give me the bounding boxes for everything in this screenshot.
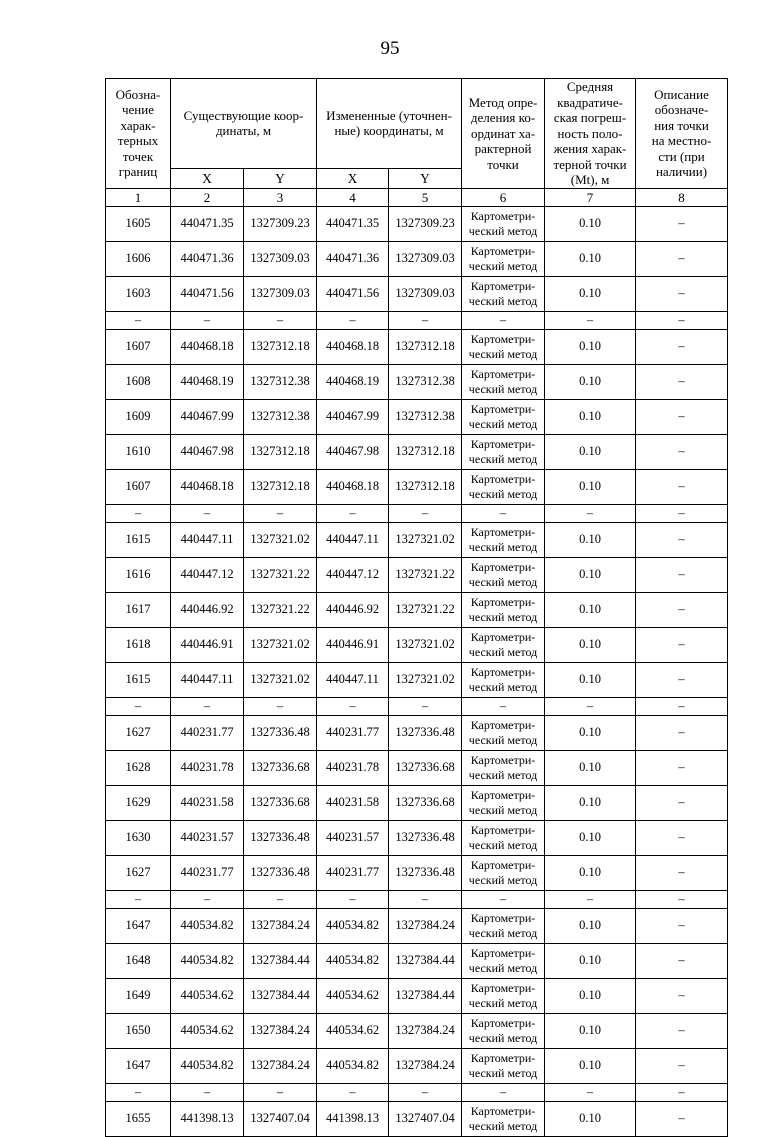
- cell-mt: 0.10: [545, 1013, 636, 1048]
- cell-changed-y: 1327312.18: [389, 434, 462, 469]
- cell-changed-y: 1327309.23: [389, 206, 462, 241]
- cell-existing-y: 1327309.03: [244, 276, 317, 311]
- table-row: [106, 469, 728, 504]
- cell-existing-x: 440471.35: [171, 206, 244, 241]
- cell-existing-x: 440534.62: [171, 978, 244, 1013]
- cell-point-designation: 1609: [106, 399, 171, 434]
- cell-point-designation: 1647: [106, 908, 171, 943]
- table-separator-row: [106, 1083, 728, 1101]
- cell-description: –: [636, 276, 728, 311]
- cell-method: Картометри- ческий метод: [462, 820, 545, 855]
- table-separator-row: [106, 697, 728, 715]
- cell-changed-y: –: [389, 504, 462, 522]
- cell-changed-x: 440534.82: [317, 908, 389, 943]
- cell-mt: 0.10: [545, 750, 636, 785]
- column-number: 4: [317, 188, 389, 206]
- cell-changed-y: 1327321.02: [389, 627, 462, 662]
- cell-description: –: [636, 469, 728, 504]
- cell-point-designation: 1607: [106, 469, 171, 504]
- cell-description: –: [636, 206, 728, 241]
- cell-description: –: [636, 311, 728, 329]
- cell-mt: 0.10: [545, 241, 636, 276]
- cell-point-designation: –: [106, 697, 171, 715]
- cell-description: –: [636, 662, 728, 697]
- cell-existing-x: 440471.36: [171, 241, 244, 276]
- cell-point-designation: –: [106, 1083, 171, 1101]
- cell-existing-y: 1327309.23: [244, 206, 317, 241]
- column-number: 7: [545, 188, 636, 206]
- cell-changed-x: 440534.62: [317, 1013, 389, 1048]
- cell-method: Картометри- ческий метод: [462, 1013, 545, 1048]
- cell-existing-y: 1327336.48: [244, 855, 317, 890]
- cell-existing-x: 440231.78: [171, 750, 244, 785]
- table-row: [106, 1048, 728, 1083]
- cell-changed-x: –: [317, 311, 389, 329]
- cell-point-designation: 1627: [106, 855, 171, 890]
- cell-description: –: [636, 1101, 728, 1136]
- cell-method: Картометри- ческий метод: [462, 715, 545, 750]
- cell-changed-y: 1327384.24: [389, 908, 462, 943]
- column-number: 8: [636, 188, 728, 206]
- header-determination-method: Метод опре- деления ко- ординат ха- рактерной точки: [462, 79, 545, 189]
- cell-changed-x: 441398.13: [317, 1101, 389, 1136]
- table-row: [106, 978, 728, 1013]
- table-row: [106, 241, 728, 276]
- cell-changed-x: 440468.18: [317, 469, 389, 504]
- cell-mt: 0.10: [545, 469, 636, 504]
- cell-method: Картометри- ческий метод: [462, 785, 545, 820]
- cell-changed-x: 440447.11: [317, 522, 389, 557]
- cell-changed-y: 1327309.03: [389, 241, 462, 276]
- cell-existing-x: –: [171, 697, 244, 715]
- cell-existing-x: –: [171, 890, 244, 908]
- cell-point-designation: 1618: [106, 627, 171, 662]
- cell-changed-x: 440467.99: [317, 399, 389, 434]
- cell-existing-y: 1327312.18: [244, 434, 317, 469]
- cell-existing-y: 1327321.02: [244, 627, 317, 662]
- cell-changed-x: 440534.82: [317, 943, 389, 978]
- cell-description: –: [636, 522, 728, 557]
- cell-description: –: [636, 434, 728, 469]
- cell-changed-y: 1327321.22: [389, 592, 462, 627]
- table-row: [106, 855, 728, 890]
- table-row: [106, 399, 728, 434]
- cell-changed-x: 440447.11: [317, 662, 389, 697]
- cell-mt: 0.10: [545, 627, 636, 662]
- cell-mt: 0.10: [545, 715, 636, 750]
- cell-existing-y: 1327321.02: [244, 662, 317, 697]
- cell-existing-x: 440447.11: [171, 522, 244, 557]
- table-separator-row: [106, 504, 728, 522]
- coordinates-table: [105, 78, 728, 1137]
- cell-changed-x: –: [317, 1083, 389, 1101]
- cell-existing-y: 1327336.48: [244, 820, 317, 855]
- table-row: [106, 627, 728, 662]
- cell-existing-x: 440446.92: [171, 592, 244, 627]
- table-row: [106, 592, 728, 627]
- table-row: [106, 364, 728, 399]
- cell-changed-y: 1327309.03: [389, 276, 462, 311]
- cell-existing-y: 1327321.22: [244, 592, 317, 627]
- cell-changed-x: 440534.82: [317, 1048, 389, 1083]
- cell-method: Картометри- ческий метод: [462, 662, 545, 697]
- header-existing-y: Y: [244, 168, 317, 188]
- cell-point-designation: –: [106, 890, 171, 908]
- cell-existing-y: 1327407.04: [244, 1101, 317, 1136]
- cell-mt: 0.10: [545, 364, 636, 399]
- cell-method: Картометри- ческий метод: [462, 592, 545, 627]
- cell-mt: –: [545, 697, 636, 715]
- cell-existing-x: –: [171, 311, 244, 329]
- cell-method: Картометри- ческий метод: [462, 276, 545, 311]
- cell-mt: 0.10: [545, 592, 636, 627]
- coordinates-table-container: [105, 78, 727, 1137]
- cell-changed-y: –: [389, 890, 462, 908]
- cell-existing-y: 1327321.22: [244, 557, 317, 592]
- table-row: [106, 785, 728, 820]
- cell-point-designation: 1630: [106, 820, 171, 855]
- cell-existing-x: 440534.82: [171, 1048, 244, 1083]
- cell-changed-y: 1327336.48: [389, 855, 462, 890]
- cell-point-designation: 1627: [106, 715, 171, 750]
- cell-changed-x: 440446.91: [317, 627, 389, 662]
- table-row: [106, 522, 728, 557]
- cell-changed-y: 1327384.44: [389, 943, 462, 978]
- cell-changed-y: 1327336.68: [389, 750, 462, 785]
- cell-method: Картометри- ческий метод: [462, 978, 545, 1013]
- cell-changed-x: 440468.18: [317, 329, 389, 364]
- cell-description: –: [636, 364, 728, 399]
- header-changed-x: X: [317, 168, 389, 188]
- cell-point-designation: 1608: [106, 364, 171, 399]
- cell-existing-x: 440534.82: [171, 908, 244, 943]
- cell-mt: –: [545, 1083, 636, 1101]
- cell-method: Картометри- ческий метод: [462, 241, 545, 276]
- cell-mt: 0.10: [545, 820, 636, 855]
- cell-changed-y: –: [389, 1083, 462, 1101]
- cell-changed-y: 1327384.24: [389, 1048, 462, 1083]
- cell-changed-y: 1327384.44: [389, 978, 462, 1013]
- cell-changed-x: 440231.57: [317, 820, 389, 855]
- cell-existing-y: 1327336.68: [244, 785, 317, 820]
- cell-changed-y: –: [389, 697, 462, 715]
- cell-mt: –: [545, 504, 636, 522]
- cell-changed-y: 1327321.02: [389, 662, 462, 697]
- cell-changed-y: 1327336.68: [389, 785, 462, 820]
- cell-changed-x: 440231.78: [317, 750, 389, 785]
- cell-mt: 0.10: [545, 1048, 636, 1083]
- cell-point-designation: 1610: [106, 434, 171, 469]
- cell-changed-y: 1327312.18: [389, 469, 462, 504]
- table-row: [106, 715, 728, 750]
- header-mean-square-error: Средняя квадратиче- ская погреш- ность поло- жения харак- терной точки (Mt), м: [545, 79, 636, 189]
- cell-existing-x: 440446.91: [171, 627, 244, 662]
- header-point-designation: Обозна- чение харак- терных точек границ: [106, 79, 171, 189]
- cell-method: Картометри- ческий метод: [462, 399, 545, 434]
- cell-existing-x: 440468.18: [171, 329, 244, 364]
- cell-existing-y: –: [244, 697, 317, 715]
- cell-point-designation: 1629: [106, 785, 171, 820]
- cell-existing-x: –: [171, 504, 244, 522]
- cell-method: Картометри- ческий метод: [462, 1048, 545, 1083]
- cell-changed-x: 440231.58: [317, 785, 389, 820]
- cell-changed-x: 440467.98: [317, 434, 389, 469]
- table-column-number-row: [106, 188, 728, 206]
- cell-mt: 0.10: [545, 329, 636, 364]
- cell-changed-x: –: [317, 504, 389, 522]
- cell-changed-y: 1327312.38: [389, 399, 462, 434]
- column-number: 6: [462, 188, 545, 206]
- cell-description: –: [636, 820, 728, 855]
- cell-changed-x: 440446.92: [317, 592, 389, 627]
- cell-changed-x: 440534.62: [317, 978, 389, 1013]
- cell-method: –: [462, 1083, 545, 1101]
- cell-method: Картометри- ческий метод: [462, 908, 545, 943]
- cell-description: –: [636, 1013, 728, 1048]
- cell-description: –: [636, 978, 728, 1013]
- cell-point-designation: –: [106, 504, 171, 522]
- cell-point-designation: 1655: [106, 1101, 171, 1136]
- cell-existing-y: 1327384.24: [244, 1048, 317, 1083]
- cell-description: –: [636, 855, 728, 890]
- cell-description: –: [636, 1048, 728, 1083]
- cell-point-designation: 1606: [106, 241, 171, 276]
- cell-method: –: [462, 504, 545, 522]
- cell-existing-x: 440468.18: [171, 469, 244, 504]
- cell-existing-y: 1327336.68: [244, 750, 317, 785]
- cell-changed-y: 1327321.02: [389, 522, 462, 557]
- cell-method: Картометри- ческий метод: [462, 469, 545, 504]
- table-row: [106, 1013, 728, 1048]
- cell-existing-x: 440231.58: [171, 785, 244, 820]
- cell-mt: –: [545, 890, 636, 908]
- cell-method: Картометри- ческий метод: [462, 627, 545, 662]
- cell-changed-y: 1327336.48: [389, 820, 462, 855]
- cell-existing-y: 1327312.38: [244, 364, 317, 399]
- cell-existing-y: 1327312.38: [244, 399, 317, 434]
- table-separator-row: [106, 311, 728, 329]
- cell-point-designation: 1650: [106, 1013, 171, 1048]
- cell-description: –: [636, 329, 728, 364]
- header-existing-coordinates: Существующие коор- динаты, м: [171, 79, 317, 169]
- cell-point-designation: 1615: [106, 662, 171, 697]
- cell-mt: 0.10: [545, 276, 636, 311]
- cell-existing-x: 441398.13: [171, 1101, 244, 1136]
- cell-existing-y: –: [244, 890, 317, 908]
- cell-mt: 0.10: [545, 434, 636, 469]
- cell-description: –: [636, 1083, 728, 1101]
- cell-existing-x: 440471.56: [171, 276, 244, 311]
- cell-mt: 0.10: [545, 978, 636, 1013]
- header-existing-x: X: [171, 168, 244, 188]
- cell-description: –: [636, 627, 728, 662]
- cell-existing-y: 1327312.18: [244, 469, 317, 504]
- cell-mt: 0.10: [545, 557, 636, 592]
- cell-description: –: [636, 504, 728, 522]
- cell-point-designation: 1648: [106, 943, 171, 978]
- table-row: [106, 434, 728, 469]
- cell-existing-y: 1327309.03: [244, 241, 317, 276]
- cell-existing-x: 440534.82: [171, 943, 244, 978]
- cell-description: –: [636, 890, 728, 908]
- cell-description: –: [636, 592, 728, 627]
- cell-changed-x: 440447.12: [317, 557, 389, 592]
- cell-existing-x: 440231.77: [171, 715, 244, 750]
- cell-point-designation: 1647: [106, 1048, 171, 1083]
- cell-method: Картометри- ческий метод: [462, 364, 545, 399]
- cell-changed-y: 1327336.48: [389, 715, 462, 750]
- column-number: 3: [244, 188, 317, 206]
- cell-point-designation: 1617: [106, 592, 171, 627]
- cell-method: Картометри- ческий метод: [462, 855, 545, 890]
- cell-changed-x: 440468.19: [317, 364, 389, 399]
- cell-method: –: [462, 890, 545, 908]
- cell-mt: 0.10: [545, 1101, 636, 1136]
- cell-mt: 0.10: [545, 943, 636, 978]
- cell-method: Картометри- ческий метод: [462, 206, 545, 241]
- cell-point-designation: 1605: [106, 206, 171, 241]
- cell-method: Картометри- ческий метод: [462, 1101, 545, 1136]
- cell-changed-y: 1327312.38: [389, 364, 462, 399]
- cell-description: –: [636, 908, 728, 943]
- cell-changed-y: 1327407.04: [389, 1101, 462, 1136]
- column-number: 5: [389, 188, 462, 206]
- cell-description: –: [636, 697, 728, 715]
- cell-description: –: [636, 943, 728, 978]
- table-row: [106, 662, 728, 697]
- cell-method: –: [462, 311, 545, 329]
- cell-existing-x: 440467.99: [171, 399, 244, 434]
- cell-existing-x: 440231.57: [171, 820, 244, 855]
- cell-mt: 0.10: [545, 522, 636, 557]
- cell-existing-x: 440231.77: [171, 855, 244, 890]
- cell-description: –: [636, 785, 728, 820]
- cell-mt: 0.10: [545, 399, 636, 434]
- cell-existing-x: 440467.98: [171, 434, 244, 469]
- cell-mt: 0.10: [545, 662, 636, 697]
- page-number: 95: [380, 38, 400, 59]
- cell-changed-y: 1327384.24: [389, 1013, 462, 1048]
- cell-mt: 0.10: [545, 206, 636, 241]
- table-row: [106, 943, 728, 978]
- cell-existing-y: 1327384.44: [244, 943, 317, 978]
- table-row: [106, 329, 728, 364]
- cell-point-designation: 1628: [106, 750, 171, 785]
- cell-point-designation: 1607: [106, 329, 171, 364]
- cell-existing-y: 1327384.24: [244, 1013, 317, 1048]
- header-point-description: Описание обозначе- ния точки на местно- сти (при наличии): [636, 79, 728, 189]
- cell-point-designation: 1649: [106, 978, 171, 1013]
- cell-changed-x: 440471.56: [317, 276, 389, 311]
- table-row: [106, 750, 728, 785]
- cell-existing-y: 1327336.48: [244, 715, 317, 750]
- cell-changed-x: 440231.77: [317, 855, 389, 890]
- table-body: [106, 206, 728, 1136]
- table-separator-row: [106, 890, 728, 908]
- cell-changed-x: 440231.77: [317, 715, 389, 750]
- cell-changed-x: 440471.36: [317, 241, 389, 276]
- cell-changed-x: 440471.35: [317, 206, 389, 241]
- cell-existing-x: 440447.12: [171, 557, 244, 592]
- cell-mt: 0.10: [545, 855, 636, 890]
- table-header: [106, 79, 728, 207]
- cell-existing-y: –: [244, 1083, 317, 1101]
- header-changed-y: Y: [389, 168, 462, 188]
- cell-method: Картометри- ческий метод: [462, 522, 545, 557]
- cell-changed-y: 1327321.22: [389, 557, 462, 592]
- cell-description: –: [636, 241, 728, 276]
- table-row: [106, 557, 728, 592]
- header-changed-coordinates: Измененные (уточнен- ные) координаты, м: [317, 79, 462, 169]
- cell-existing-y: 1327312.18: [244, 329, 317, 364]
- cell-existing-x: 440447.11: [171, 662, 244, 697]
- cell-description: –: [636, 750, 728, 785]
- cell-mt: 0.10: [545, 908, 636, 943]
- cell-method: Картометри- ческий метод: [462, 750, 545, 785]
- table-header-row-main: [106, 79, 728, 169]
- cell-changed-y: –: [389, 311, 462, 329]
- cell-description: –: [636, 557, 728, 592]
- cell-existing-y: 1327384.24: [244, 908, 317, 943]
- table-row: [106, 908, 728, 943]
- column-number: 1: [106, 188, 171, 206]
- cell-method: –: [462, 697, 545, 715]
- cell-changed-y: 1327312.18: [389, 329, 462, 364]
- cell-changed-x: –: [317, 890, 389, 908]
- cell-description: –: [636, 715, 728, 750]
- cell-method: Картометри- ческий метод: [462, 943, 545, 978]
- cell-existing-y: –: [244, 311, 317, 329]
- cell-changed-x: –: [317, 697, 389, 715]
- table-row: [106, 1101, 728, 1136]
- table-row: [106, 820, 728, 855]
- cell-existing-y: 1327321.02: [244, 522, 317, 557]
- cell-point-designation: –: [106, 311, 171, 329]
- column-number: 2: [171, 188, 244, 206]
- table-row: [106, 206, 728, 241]
- cell-description: –: [636, 399, 728, 434]
- cell-point-designation: 1615: [106, 522, 171, 557]
- cell-mt: –: [545, 311, 636, 329]
- cell-existing-x: –: [171, 1083, 244, 1101]
- cell-existing-y: 1327384.44: [244, 978, 317, 1013]
- cell-point-designation: 1616: [106, 557, 171, 592]
- cell-mt: 0.10: [545, 785, 636, 820]
- cell-existing-x: 440534.62: [171, 1013, 244, 1048]
- cell-method: Картометри- ческий метод: [462, 557, 545, 592]
- cell-existing-y: –: [244, 504, 317, 522]
- table-row: [106, 276, 728, 311]
- cell-method: Картометри- ческий метод: [462, 329, 545, 364]
- cell-point-designation: 1603: [106, 276, 171, 311]
- cell-existing-x: 440468.19: [171, 364, 244, 399]
- cell-method: Картометри- ческий метод: [462, 434, 545, 469]
